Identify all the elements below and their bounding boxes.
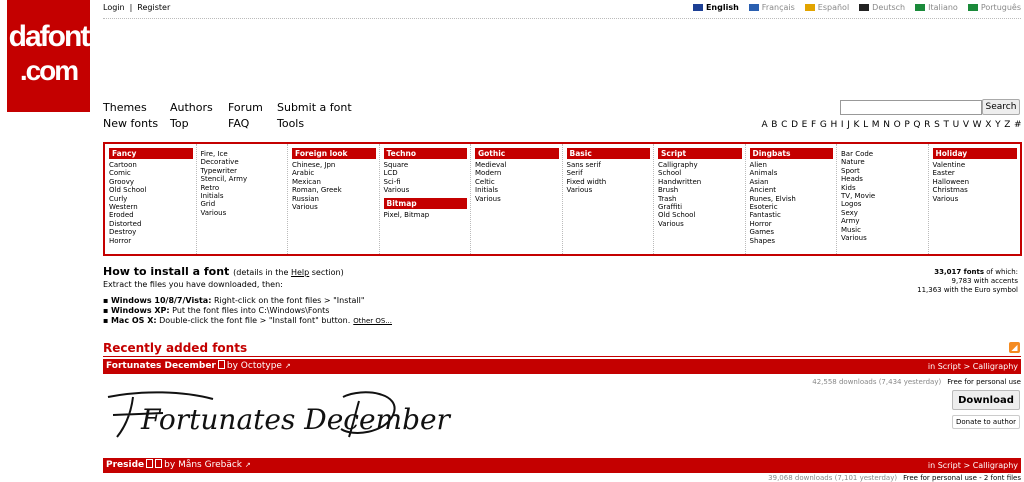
category-link[interactable]: Sci-fi (383, 177, 401, 186)
category-link[interactable]: Western (109, 203, 138, 212)
nav-tools[interactable]: Tools (277, 117, 305, 130)
language-label: English (705, 3, 739, 12)
language-option[interactable] (968, 3, 1021, 12)
category-link[interactable]: Calligraphy (658, 161, 698, 169)
category-link[interactable]: Animals (749, 169, 778, 178)
category-link[interactable]: Curly (109, 194, 128, 203)
dafont-logo[interactable] (7, 0, 90, 112)
category-link[interactable]: Old School (658, 211, 696, 220)
category-link[interactable]: Halloween (932, 177, 970, 186)
category-link[interactable]: Esoteric (749, 203, 778, 212)
category-link[interactable]: TV, Movie (841, 192, 876, 201)
font-count: 33,017 fonts (934, 268, 985, 276)
category-link[interactable]: Horror (749, 219, 772, 228)
language-selector (693, 3, 1021, 12)
language-option[interactable] (915, 3, 958, 12)
alphabet-index[interactable]: A B C D E F G H I J K L M N O P Q R S T U V W X Y Z # (761, 120, 1022, 130)
font-preview[interactable] (103, 385, 548, 443)
font-files-icon (218, 360, 225, 369)
category-link[interactable]: Fixed width (566, 177, 607, 186)
top-links (103, 3, 170, 12)
category-column (837, 144, 929, 254)
category-link[interactable]: Heads (841, 175, 863, 184)
rss-icon[interactable]: ◢ (1009, 342, 1020, 353)
category-link[interactable]: Retro (200, 183, 220, 192)
install-heading (103, 265, 344, 278)
category-link[interactable]: Fantastic (749, 211, 781, 220)
install-text: Right-click on the font files > "Install" (211, 296, 365, 305)
category-link[interactable]: Celtic (475, 177, 495, 186)
category-link[interactable]: Groovy (109, 177, 134, 186)
flag-icon (968, 4, 978, 11)
category-link[interactable]: Grid (200, 200, 216, 209)
font-files-icon (146, 459, 153, 468)
nav-authors[interactable]: Authors (170, 101, 213, 114)
category-link[interactable]: Runes, Elvish (749, 194, 796, 203)
category-link[interactable]: Roman, Greek (292, 186, 342, 195)
bullet-icon: ▪ (103, 306, 111, 315)
category-link[interactable]: Pixel, Bitmap (383, 210, 430, 219)
language-option[interactable] (805, 3, 849, 12)
flag-icon (693, 4, 703, 11)
category-link[interactable]: Various (841, 234, 867, 243)
category-link[interactable]: Old School (109, 186, 147, 195)
install-os: Windows 10/8/7/Vista: (110, 296, 212, 305)
category-link[interactable]: Initials (200, 192, 224, 201)
language-label: Deutsch (872, 3, 906, 12)
category-link[interactable]: Stencil, Army (200, 175, 248, 184)
language-option[interactable] (749, 3, 795, 12)
language-option[interactable] (859, 3, 905, 12)
external-link-icon[interactable]: ↗ (284, 362, 291, 370)
category-link[interactable]: Mexican (292, 177, 321, 186)
category-column (471, 144, 563, 254)
download-button[interactable]: Download (952, 390, 1020, 410)
category-link[interactable]: Nature (841, 158, 865, 167)
category-link[interactable]: Square (383, 161, 409, 169)
search-button[interactable]: Search (982, 99, 1020, 115)
install-subtitle: (details in the Help section) (233, 268, 344, 277)
install-os: Windows XP: (110, 306, 170, 315)
top-divider (103, 18, 1021, 19)
install-step (103, 296, 392, 306)
category-link[interactable]: Logos (841, 200, 862, 209)
category-link[interactable]: Arabic (292, 169, 315, 178)
language-label: Español (817, 3, 850, 12)
nav-new-fonts[interactable]: New fonts (103, 117, 159, 130)
language-label: Italiano (928, 3, 958, 12)
category-heading[interactable]: Bitmap (384, 198, 468, 209)
category-link[interactable]: Kids (841, 183, 856, 192)
nav-themes[interactable]: Themes (103, 101, 147, 114)
category-link[interactable]: Ancient (749, 186, 777, 195)
category-link[interactable]: Comic (109, 169, 131, 178)
main-nav (103, 101, 352, 133)
font-header-bar: Preside by Måns Grebäck ↗ in Script > Calligraphy (103, 458, 1021, 473)
category-column (288, 144, 380, 254)
category-link[interactable]: School (658, 169, 682, 178)
license-text: Free for personal use (947, 378, 1021, 386)
logo-text-com: .com (19, 55, 78, 86)
category-link[interactable]: Various (475, 194, 501, 203)
category-heading[interactable]: Foreign look (292, 148, 376, 159)
category-link[interactable]: Modern (475, 169, 502, 178)
other-os-link[interactable]: Other OS... (353, 317, 392, 325)
author-link[interactable]: Måns Grebäck (178, 460, 242, 470)
category-heading[interactable]: Holiday (933, 148, 1018, 159)
category-link[interactable]: Valentine (932, 161, 966, 169)
category-column (929, 144, 1021, 254)
category-link[interactable]: Bar Code (841, 150, 874, 158)
install-step (103, 316, 392, 326)
font-name-link[interactable]: Preside (106, 460, 145, 470)
download-info: 42,558 downloads (7,434 yesterday) Free for personal use (812, 378, 1021, 386)
category-heading[interactable]: Basic (567, 148, 651, 159)
logo-text-dafont: dafont (8, 20, 89, 53)
bullet-icon: ▪ (103, 296, 111, 305)
nav-faq[interactable]: FAQ (228, 117, 250, 130)
category-link[interactable]: Cartoon (109, 161, 137, 169)
install-list (103, 296, 392, 326)
category-link[interactable]: Army (841, 217, 860, 226)
category-link[interactable]: Chinese, Jpn (292, 161, 336, 169)
category-heading[interactable]: Dingbats (750, 148, 834, 159)
top-links-separator: | (129, 3, 133, 12)
category-link[interactable]: Eroded (109, 211, 134, 220)
category-heading[interactable]: Fancy (109, 148, 193, 159)
category-link[interactable]: LCD (383, 169, 398, 178)
category-column (563, 144, 655, 254)
category-link[interactable]: Handwritten (658, 177, 702, 186)
help-link[interactable]: Help (290, 268, 310, 277)
category-link[interactable]: Various (658, 219, 684, 228)
install-title: How to install a font (103, 265, 230, 278)
category-heading[interactable]: Techno (384, 148, 468, 159)
category-link[interactable]: Trash (658, 194, 677, 203)
flag-icon (915, 4, 925, 11)
language-label: Português (980, 3, 1021, 12)
category-link[interactable]: Initials (475, 186, 499, 195)
external-link-icon[interactable]: ↗ (244, 461, 251, 469)
install-os: Mac OS X: (110, 316, 157, 325)
recent-fonts-title: Recently added fonts (103, 341, 248, 355)
category-link[interactable]: Sans serif (566, 161, 601, 169)
category-link[interactable]: Various (383, 186, 410, 195)
flag-icon (749, 4, 759, 11)
flag-icon (859, 4, 869, 11)
category-link[interactable]: Music (841, 225, 861, 234)
category-link[interactable]: Sport (841, 166, 860, 175)
install-extract-text: Extract the files you have downloaded, then: (103, 280, 283, 289)
category-link[interactable]: Sexy (841, 208, 858, 217)
category-column (654, 144, 746, 254)
category-link[interactable]: Various (566, 186, 593, 195)
category-link[interactable]: Graffiti (658, 203, 683, 212)
category-link[interactable]: Games (749, 228, 774, 237)
bullet-icon: ▪ (103, 316, 111, 325)
language-option[interactable] (693, 3, 739, 12)
category-heading[interactable]: Gothic (475, 148, 559, 159)
font-stats: 33,017 fonts of which: 9,783 with accents 11,363 with the Euro symbol (917, 268, 1018, 294)
font-category-link[interactable]: in Script > Calligraphy (927, 461, 1018, 470)
language-label: Français (761, 3, 795, 12)
register-link[interactable]: Register (137, 3, 171, 12)
author-link[interactable]: Octotype (240, 361, 282, 371)
euro-count: 11,363 with the Euro symbol (917, 286, 1018, 294)
donate-button[interactable]: Donate to author (952, 415, 1020, 429)
category-heading[interactable]: Script (658, 148, 742, 159)
category-link[interactable]: Asian (749, 177, 769, 186)
category-link[interactable]: Alien (749, 161, 767, 169)
search-input[interactable] (840, 100, 982, 115)
font-name-link[interactable]: Fortunates December (106, 361, 216, 371)
category-link[interactable]: Various (200, 208, 227, 217)
category-link[interactable]: Easter (932, 169, 955, 178)
category-link[interactable]: Christmas (932, 186, 968, 195)
accents-count: 9,783 with accents (951, 277, 1018, 285)
category-link[interactable]: Shapes (749, 236, 776, 245)
category-column (746, 144, 838, 254)
category-box (103, 142, 1022, 256)
category-column (105, 144, 197, 254)
login-link[interactable]: Login (103, 3, 125, 12)
font-files-icon (155, 459, 162, 468)
category-link[interactable]: Various (932, 194, 959, 203)
nav-submit-font[interactable]: Submit a font (277, 101, 352, 114)
flag-icon (805, 4, 815, 11)
recent-divider (103, 356, 1021, 357)
font-category-link[interactable]: in Script > Calligraphy (927, 362, 1018, 371)
category-link[interactable]: Various (292, 203, 318, 212)
install-text: Put the font files into C:\Windows\Fonts (169, 306, 330, 315)
category-link[interactable]: Serif (566, 169, 583, 178)
font-header-bar: Fortunates December by Octotype ↗ in Script > Calligraphy (103, 359, 1021, 374)
license-text: Free for personal use - 2 font files (903, 474, 1021, 482)
font-preview-text-1: Fortunates December (141, 403, 450, 436)
category-link[interactable]: Brush (658, 186, 679, 195)
nav-top[interactable]: Top (170, 117, 189, 130)
category-link[interactable]: Horror (109, 236, 132, 245)
category-link[interactable]: Destroy (109, 228, 137, 237)
install-step (103, 306, 392, 316)
category-column (380, 144, 472, 254)
category-link[interactable]: Decorative (200, 158, 239, 167)
download-info: 39,068 downloads (7,101 yesterday) Free for personal use - 2 font files (768, 474, 1021, 482)
category-column (197, 144, 289, 254)
install-text: Double-click the font file > "Install font" button. (156, 316, 351, 325)
category-link[interactable]: Russian (292, 194, 319, 203)
category-link[interactable]: Fire, Ice (200, 150, 228, 158)
category-link[interactable]: Medieval (475, 161, 507, 169)
category-link[interactable]: Typewriter (200, 166, 238, 175)
category-link[interactable]: Distorted (109, 219, 142, 228)
nav-forum[interactable]: Forum (228, 101, 263, 114)
